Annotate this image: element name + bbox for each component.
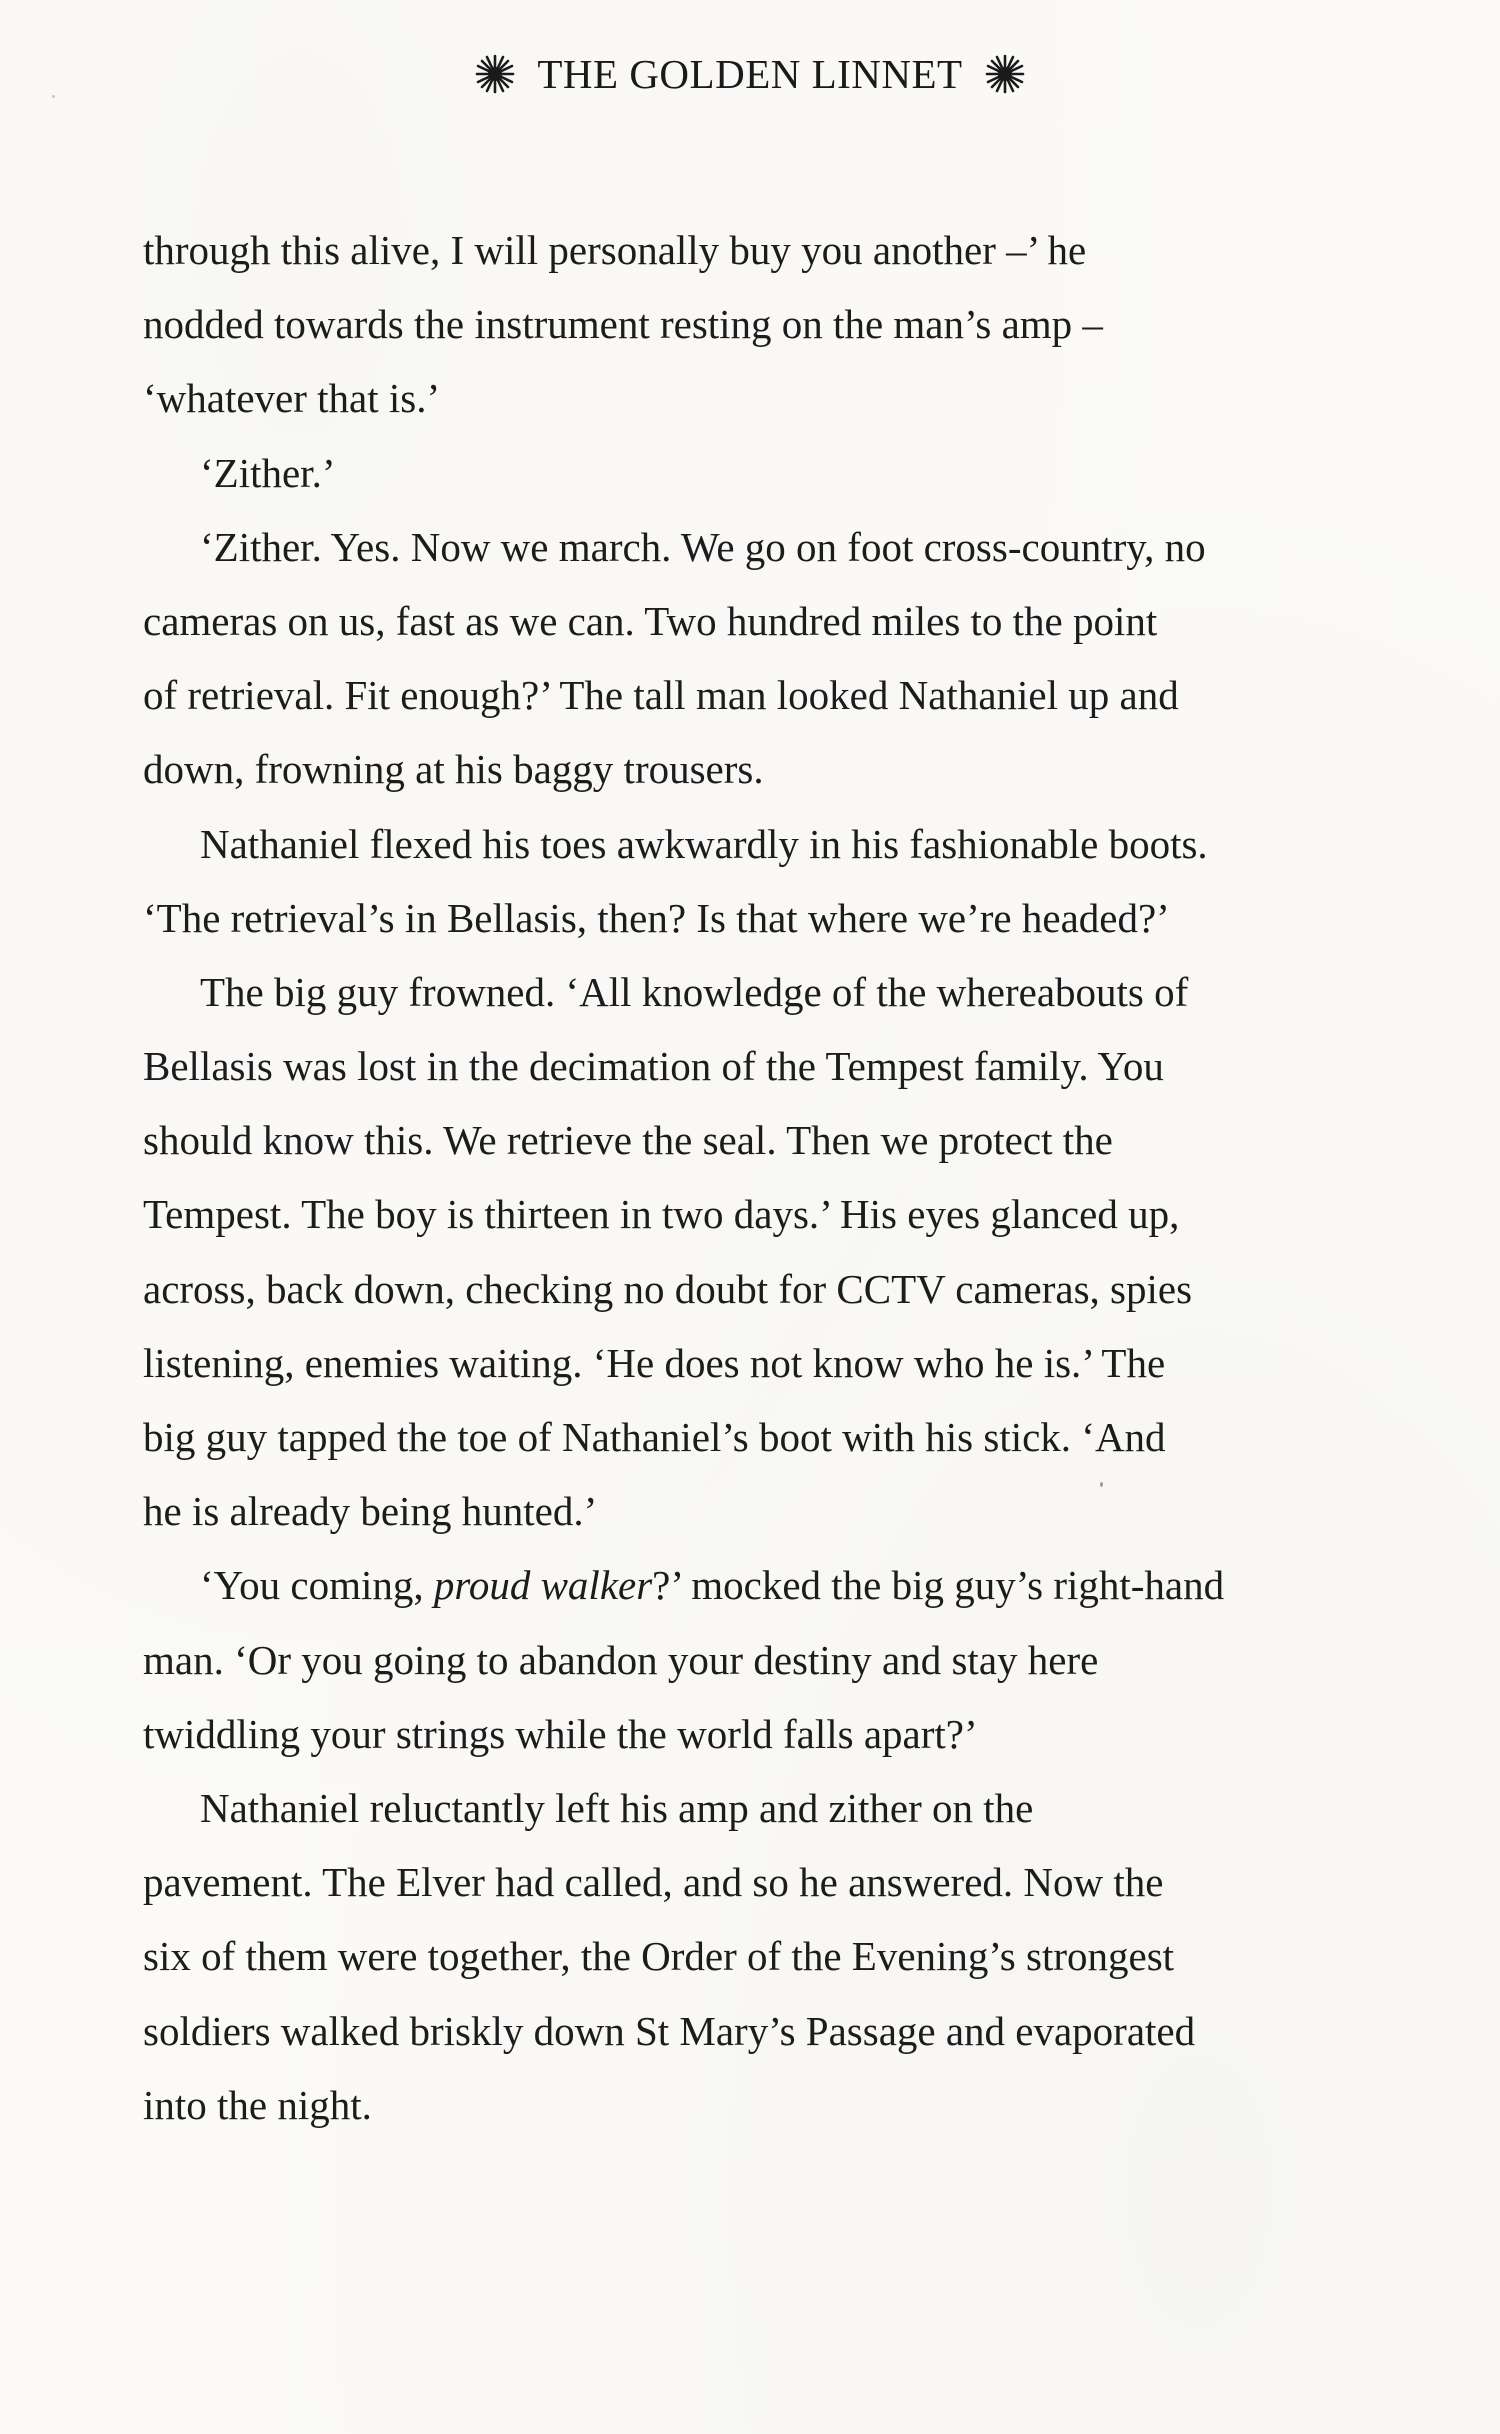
text-line: should know this. We retrieve the seal. Then we protect the <box>143 1117 1113 1164</box>
text-line: of retrieval. Fit enough?’ The tall man looked Nathaniel up and <box>143 672 1179 719</box>
text-line: soldiers walked briskly down St Mary’s Passage and evaporated <box>143 2007 1196 2054</box>
text-line: ‘The retrieval’s in Bellasis, then? Is that where we’re headed?’ <box>143 894 1170 941</box>
text-line: ‘whatever that is.’ <box>143 375 441 422</box>
text-line: listening, enemies waiting. ‘He does not know who he is.’ The <box>143 1339 1166 1386</box>
text-line: pavement. The Elver had called, and so he answered. Now the <box>143 1859 1164 1906</box>
text-line: across, back down, checking no doubt for CCTV cameras, spies <box>143 1265 1193 1312</box>
text-line: through this alive, I will personally buy you another –’ he <box>143 227 1087 273</box>
text-line: down, frowning at his baggy trousers. <box>143 746 764 793</box>
text-line: The big guy frowned. ‘All knowledge of the whereabouts of <box>200 968 1189 1015</box>
star-ornament-icon <box>985 54 1025 94</box>
text-line: Nathaniel reluctantly left his amp and zither on the <box>200 1784 1034 1831</box>
text-line: Bellasis was lost in the decimation of the Tempest family. You <box>143 1043 1164 1090</box>
text-segment: ‘You coming, <box>200 1562 434 1609</box>
text-line: Nathaniel flexed his toes awkwardly in his fashionable boots. <box>200 820 1208 867</box>
text-line: nodded towards the instrument resting on the man’s amp – <box>143 301 1103 348</box>
text-line: six of them were together, the Order of the Evening’s strongest <box>143 1933 1175 1980</box>
text-line: twiddling your strings while the world falls apart?’ <box>143 1710 978 1757</box>
running-title: THE GOLDEN LINNET <box>537 51 963 97</box>
text-segment: ?’ mocked the big guy’s right-hand <box>652 1562 1225 1609</box>
text-line: into the night. <box>143 2081 372 2128</box>
paper-speck <box>52 95 55 98</box>
text-line-with-italic <box>143 1548 1333 1622</box>
text-line: he is already being hunted.’ <box>143 1488 598 1535</box>
paper-speck <box>1100 1482 1103 1487</box>
text-line: Tempest. The boy is thirteen in two days.’ His eyes glanced up, <box>143 1191 1180 1238</box>
running-header <box>0 44 1500 104</box>
text-line: ‘Zither.’ <box>200 449 336 496</box>
text-line: cameras on us, fast as we can. Two hundred miles to the point <box>143 597 1158 644</box>
body-text <box>143 213 1333 2142</box>
text-line: man. ‘Or you going to abandon your destiny and stay here <box>143 1636 1099 1683</box>
text-line: big guy tapped the toe of Nathaniel’s boot with his stick. ‘And <box>143 1414 1166 1460</box>
italic-phrase: proud walker <box>433 1562 653 1609</box>
star-ornament-icon <box>475 54 515 94</box>
text-line: ‘Zither. Yes. Now we march. We go on foot cross-country, no <box>200 523 1206 570</box>
